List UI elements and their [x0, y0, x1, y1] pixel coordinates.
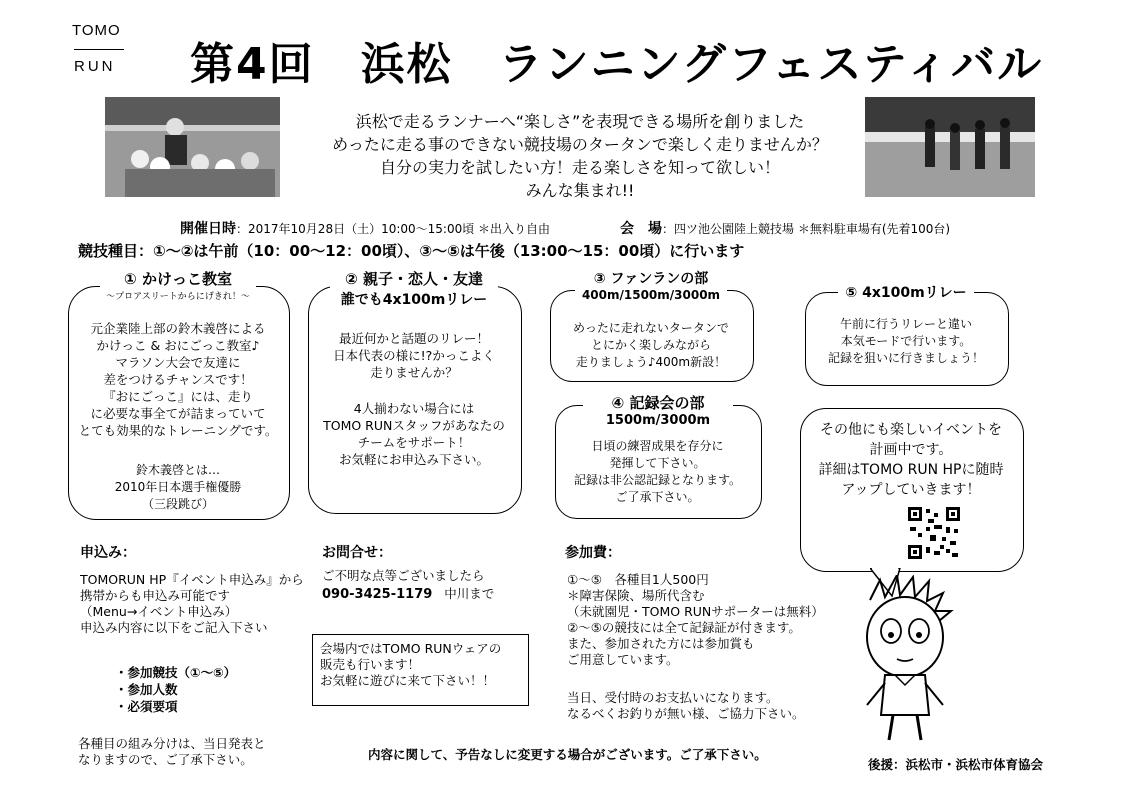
event-5-line: 本気モードで行います。	[840, 334, 972, 348]
event-1-line: かけっこ & おにごっこ教室♪	[96, 338, 260, 353]
event-2-body2	[310, 400, 518, 468]
contact-line: ご不明な点等ございましたら	[322, 568, 485, 583]
event-4-body	[557, 438, 758, 506]
logo-bottom-text: RUN	[74, 58, 116, 75]
event-1-line: に必要な事全てが詰まっていて	[90, 406, 266, 421]
event-2-line: 走りませんか？	[370, 365, 458, 380]
profile-line: （三段跳び）	[141, 497, 214, 511]
event-4-title: ④ 記録会の部	[611, 394, 705, 412]
apply-note	[78, 736, 266, 768]
apply-item: ・必須要項	[115, 699, 178, 714]
event-4-line: 発揮して下さい。	[609, 456, 706, 470]
event-5-header	[838, 282, 974, 302]
intro-line: 浜松で走るランナーへ“楽しさ”を表現できる場所を創りました	[355, 112, 805, 131]
bubble-line: その他にも楽しいイベントを	[820, 422, 1002, 438]
schedule-line: 競技種目：①～②は午前（10：00～12：00頃）、③～⑤は午後（13:00～15：00頃）に行います	[78, 242, 745, 260]
event-5-line: 記録を狙いに行きましょう！	[827, 351, 984, 365]
apply-item: ・参加人数	[115, 682, 178, 697]
event-2-body	[310, 330, 518, 381]
page-title: 第4回 浜松 ランニングフェスティバル	[190, 39, 1044, 90]
event-4-title2: 1500m/3000m	[605, 413, 711, 428]
date-info	[180, 218, 550, 238]
logo-divider	[74, 49, 124, 50]
event-5-body	[807, 316, 1005, 367]
profile-line: 2010年日本選手権優勝	[114, 480, 242, 494]
event-2-line: 4人揃わない場合には	[353, 401, 475, 416]
bubble-line: 詳細はTOMO RUN HPに随時	[818, 462, 1004, 478]
event-1-line: 『おにごっこ』には、走り	[103, 389, 253, 404]
intro-line: めったに走る事のできない競技場のタータンで楽しく走りませんか？	[332, 135, 828, 154]
event-2-line: TOMO RUNスタッフがあなたの	[323, 418, 505, 433]
wear-line: 販売も行います！	[320, 657, 421, 672]
fee-pay-line: なるべくお釣りが無い様、ご協力下さい。	[567, 706, 805, 721]
event-1-line: とても効果的なトレーニングです。	[78, 423, 278, 438]
fee-lines	[567, 572, 824, 668]
mascot-character-illustration	[845, 575, 965, 745]
event-1-subtitle: ～プロアスリートからにげきれ！～	[106, 292, 250, 302]
qr-code[interactable]	[906, 505, 962, 561]
fee-pay	[567, 690, 805, 722]
date-label: 開催日時	[180, 221, 236, 237]
venue-info	[620, 218, 950, 238]
footer-notice: 内容に関して、予告なしに変更する場合がございます。ご了承下さい。	[368, 747, 767, 762]
event-5-title: ⑤ 4x100mリレー	[845, 285, 967, 301]
runners-track-photo	[865, 97, 1035, 197]
event-2-line: チームをサポート！	[357, 435, 471, 450]
fee-heading: 参加費：	[565, 545, 621, 561]
fee-line: ご用意しています。	[567, 652, 679, 667]
apply-lines	[80, 572, 304, 636]
apply-heading: 申込み：	[80, 545, 136, 561]
event-3-line: めったに走れないタータンで	[573, 321, 729, 335]
event-3-header	[575, 268, 727, 302]
apply-line: （Menu→イベント申込み）	[80, 604, 238, 619]
event-3-body	[552, 320, 750, 371]
fee-line: ①～⑤ 各種目1人500円	[567, 572, 709, 587]
event-4-header	[583, 392, 733, 428]
bubble-text	[802, 420, 1020, 500]
contact-person: 中川まで	[444, 586, 495, 601]
bubble-line: 計画中です。	[869, 442, 953, 458]
intro-line: 自分の実力を試したい方！走る楽しさを知って欲しい！	[379, 158, 780, 177]
bubble-line: アップしていきます！	[841, 482, 981, 498]
event-2-header	[330, 268, 498, 309]
logo-top-text: TOMO	[72, 22, 121, 39]
event-3-title2: 400m/1500m/3000m	[581, 288, 721, 302]
event-4-line: 日頃の練習成果を存分に	[591, 439, 724, 453]
event-1-profile	[70, 462, 286, 513]
event-1-line: 元企業陸上部の鈴木義啓による	[90, 321, 266, 336]
apply-item: ・参加競技（①～⑤）	[115, 665, 237, 680]
fee-line: また、参加された方には参加賞も	[567, 636, 755, 651]
venue-value: ：四ツ池公園陸上競技場 ＊無料駐車場有(先着100台)	[662, 222, 951, 236]
event-2-title: ② 親子・恋人・友達	[345, 270, 483, 288]
event-2-line: お気軽にお申込み下さい。	[338, 452, 489, 467]
event-2-line: 日本代表の様に!?かっこよく	[333, 348, 495, 363]
apply-line: 申込み内容に以下をご記入下さい	[80, 620, 268, 635]
event-3-line: とにかく楽しみながら	[590, 338, 711, 352]
apply-items	[115, 664, 236, 715]
intro-text	[300, 110, 860, 202]
fee-line: （未就園児・TOMO RUNサポーターは無料）	[567, 604, 824, 619]
event-1-line: マラソン大会で友達に	[115, 355, 241, 370]
profile-line: 鈴木義啓とは…	[135, 463, 220, 477]
apply-line: TOMORUN HP『イベント申込み』から	[80, 572, 304, 587]
kids-running-photo	[105, 97, 280, 197]
event-2-title2: 誰でも4x100mリレー	[340, 292, 488, 308]
contact-phone[interactable]: 090-3425-1179	[322, 587, 433, 602]
intro-line: みんな集まれ!!	[525, 181, 635, 200]
wear-text	[320, 641, 501, 689]
tomo-run-logo	[72, 22, 128, 76]
fee-line: ＊障害保険、場所代含む	[567, 588, 705, 603]
event-1-body	[70, 320, 286, 439]
wear-line: お気軽に遊びに来て下さい！！	[320, 673, 496, 688]
contact-phone-row	[322, 586, 494, 603]
event-1-header	[100, 268, 256, 302]
event-4-line: ご了承下さい。	[615, 490, 700, 504]
fee-pay-line: 当日、受付時のお支払いになります。	[567, 690, 779, 705]
contact-heading: お問合せ：	[322, 545, 392, 561]
event-4-line: 記録は非公認記録となります。	[573, 473, 742, 487]
event-3-line: 走りましょう♪400m新設！	[575, 355, 727, 369]
sponsor-text: 後援：浜松市・浜松市体育協会	[868, 757, 1044, 772]
venue-label: 会 場	[620, 221, 662, 237]
event-1-title: ① かけっこ教室	[124, 270, 232, 288]
apply-note-line: なりますので、ご了承下さい。	[78, 752, 253, 767]
fee-line: ②～⑤の競技には全て記録証が付きます。	[567, 620, 801, 635]
event-2-line: 最近何かと話題のリレー！	[338, 331, 489, 346]
wear-line: 会場内ではTOMO RUNウェアの	[320, 641, 502, 656]
event-5-line: 午前に行うリレーと違い	[839, 317, 972, 331]
apply-note-line: 各種目の組み分けは、当日発表と	[78, 736, 266, 751]
date-value: ：2017年10月28日（土）10:00～15:00頃 ＊出入り自由	[236, 222, 551, 236]
event-3-title: ③ ファンランの部	[593, 271, 709, 287]
event-1-line: 差をつけるチャンスです！	[103, 372, 253, 387]
apply-line: 携帯からも申込み可能です	[80, 588, 231, 603]
